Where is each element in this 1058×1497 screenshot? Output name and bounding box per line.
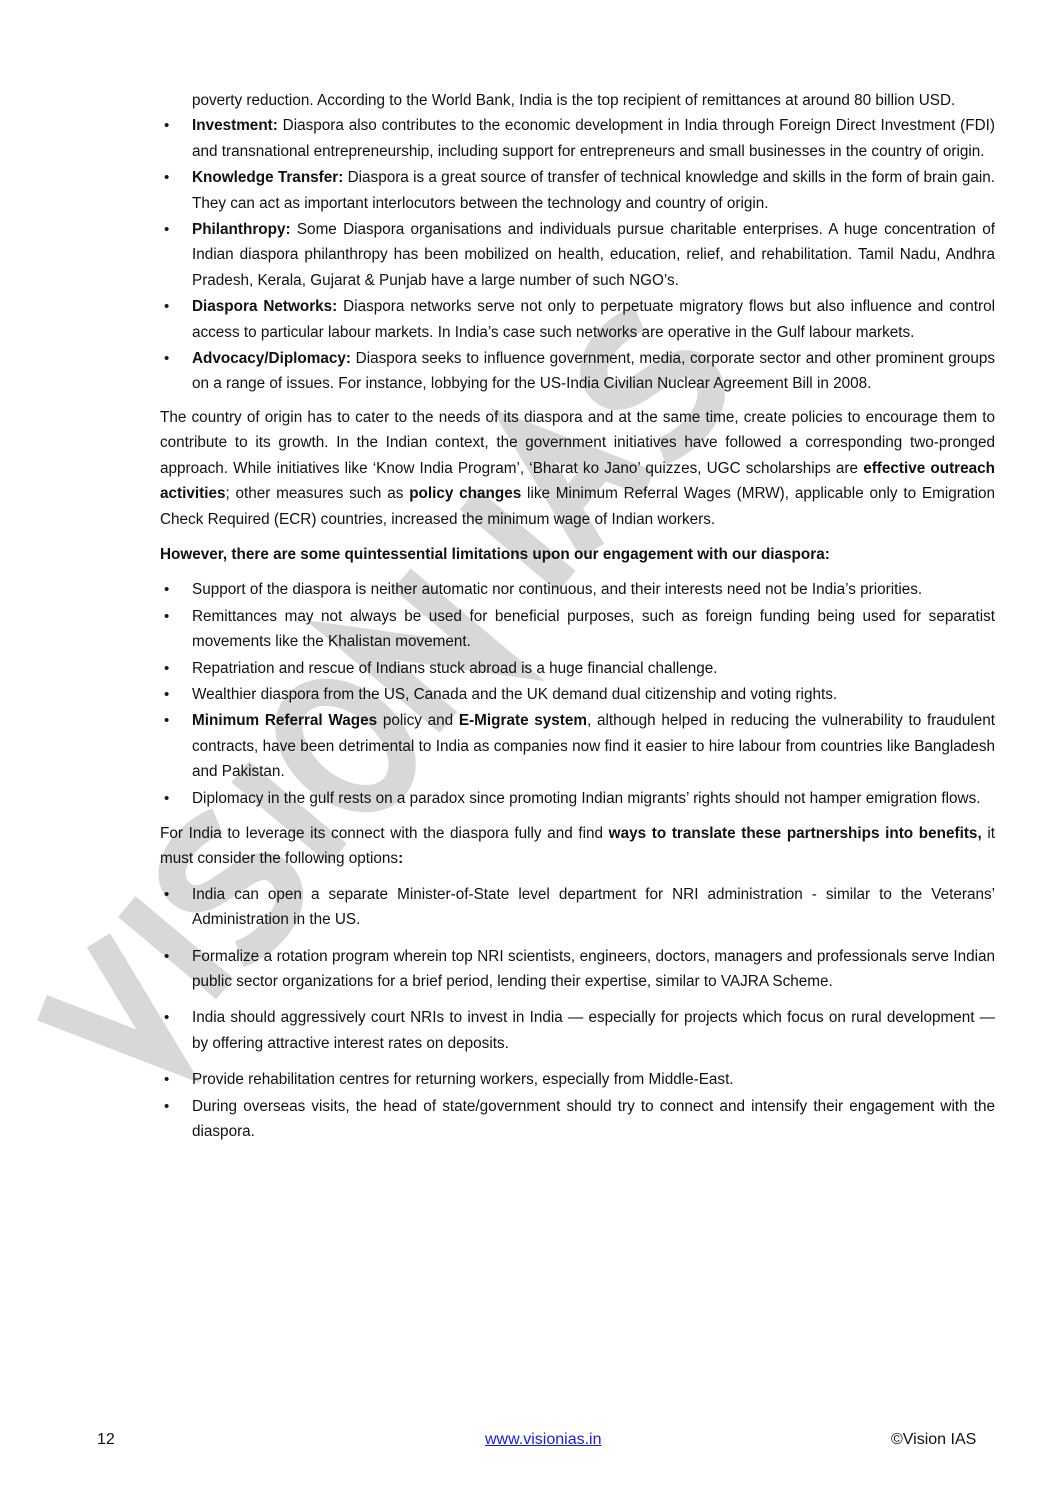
bullet-item [160,1094,995,1145]
text-run: For India to leverage its connect with the diaspora fully and find [160,824,609,842]
footer [0,1429,1058,1469]
bullet-item [160,1067,995,1092]
bullet-item [160,786,995,811]
bullet-item [160,165,995,216]
text-run: like Minimum Referral Wages (MRW), applicable only to Emigration Check Required (ECR) countries, increased the minimum wage of Indian workers. [160,485,996,528]
text-run: India can open a separate Minister-of-State level department for NRI administration - similar to the Veterans’ Administration in the US. [192,885,995,929]
paragraph [160,821,995,872]
website-link-text[interactable]: www.visionias.in [485,1431,602,1448]
continuation-text [160,88,995,113]
bold-text: effective outreach activities [160,459,996,503]
bullet-item [160,577,995,602]
text-run: During overseas visits, the head of state/government should try to connect and intensify their engagement with the diaspora. [192,1097,995,1141]
text-run: India should aggressively court NRIs to invest in India — especially for projects which focus on rural development — by offering attractive interest rates on deposits. [192,1009,995,1052]
bullet-item [160,656,995,681]
bullet-item [160,708,995,784]
bullet-item [160,604,995,655]
options-paragraph [160,821,995,872]
page-number: 12 [97,1431,115,1448]
text-run: Remittances may not always be used for beneficial purposes, such as foreign funding being used for separatist movements like the Khalistan movement. [192,607,995,651]
bold-text: Minimum Referral Wages [192,712,378,730]
text-run: Support of the diaspora is neither automatic nor continuous, and their interests need not be India’s priorities. [192,581,923,599]
website-link[interactable] [485,1429,601,1451]
text-run: Diaspora seeks to influence government, media, corporate sector and other prominent groups on a range of issues. For instance, lobbying for the US-India Civilian Nuclear Agreement Bill in 2008. [192,350,995,393]
options-list [160,882,995,1145]
intro-paragraph [160,405,995,532]
text-run: Diaspora networks serve not only to perpetuate migratory flows but also influence and control access to particular labour markets. In India’s case such networks are operative in the Gulf labour markets. [192,298,995,341]
paragraph [160,405,995,532]
bold-text: However, there are some quintessential [160,545,452,563]
paragraph [192,88,995,113]
benefits-list [160,113,995,396]
text-run: it must consider the following options [160,824,995,868]
bold-text: Advocacy/Diplomacy: [192,350,351,368]
bold-text: : [398,850,404,868]
copyright: ©Vision IAS [891,1431,977,1448]
bold-text: Investment: [192,117,278,135]
text-run: The country of origin has to cater to the needs of its diaspora and at the same time, create policies to encourage them to contribute to its growth. In the Indian context, the government initiatives have followed a corresponding two-pronged approach. While initiatives like ‘Know India Program’, ‘Bharat ko Jano’ quizzes, UGC scholarships are [160,408,995,477]
bold-text: Diaspora Networks: [192,298,338,316]
bullet-item [160,113,995,164]
text-run: Diaspora is a great source of transfer of technical knowledge and skills in the form of brain gain. They can act as important interlocutors between the technology and country of origin. [192,169,996,212]
text-run: Some Diaspora organisations and individuals pursue charitable enterprises. A huge concentration of Indian diaspora philanthropy has been mobilized on health, education, relief, and rehabilitation. Tamil Nadu, Andhra Pradesh, Kerala, Gujarat & Punjab have a large number of such NGO’s. [192,221,995,289]
bullet-item [160,944,995,995]
text-run: policy and [377,712,459,730]
bold-text: Knowledge Transfer: [192,169,344,187]
text-run: Diaspora also contributes to the economic development in India through Foreign Direct Investment (FDI) and transnational entrepreneurship, including support for entrepreneurs and small businesses in the country of origin. [192,117,995,160]
text-run: Provide rehabilitation centres for returning workers, especially from Middle-East. [192,1071,734,1089]
bold-text: E-Migrate system [458,712,588,730]
bold-text: Philanthropy: [192,221,291,239]
bullet-item [160,1005,995,1056]
bullet-item [160,882,995,933]
text-run: ; other measures such as [225,485,410,503]
bold-text: policy changes [409,485,522,503]
text-run: poverty reduction. According to the World Bank, India is the top recipient of remittances at around 80 billion USD. [192,92,956,109]
heading [160,542,995,567]
limitations-list [160,577,995,811]
bullet-item [160,294,995,345]
bold-text: ways to translate these partnerships into benefits, [608,824,982,842]
limitations-heading [160,542,995,567]
bullet-item [160,346,995,397]
bullet-item [160,217,995,293]
bullet-item [160,682,995,707]
text-run: Diplomacy in the gulf rests on a paradox since promoting Indian migrants’ rights should not hamper emigration flows. [192,789,981,807]
text-run: Wealthier diaspora from the US, Canada and the UK demand dual citizenship and voting rights. [192,685,838,703]
text-run: Repatriation and rescue of Indians stuck abroad is a huge financial challenge. [192,659,718,677]
text-run: Formalize a rotation program wherein top NRI scientists, engineers, doctors, managers and professionals serve Indian public sector organizations for a brief period, lending their expertise, similar to VAJRA Scheme. [192,947,995,990]
text-run: , although helped in reducing the vulnerability to fraudulent contracts, have been detrimental to India as companies now find it easier to hire labour from countries like Bangladesh and Pakistan. [192,712,995,781]
bold-text: limitations upon our engagement with our diaspora: [451,545,830,563]
